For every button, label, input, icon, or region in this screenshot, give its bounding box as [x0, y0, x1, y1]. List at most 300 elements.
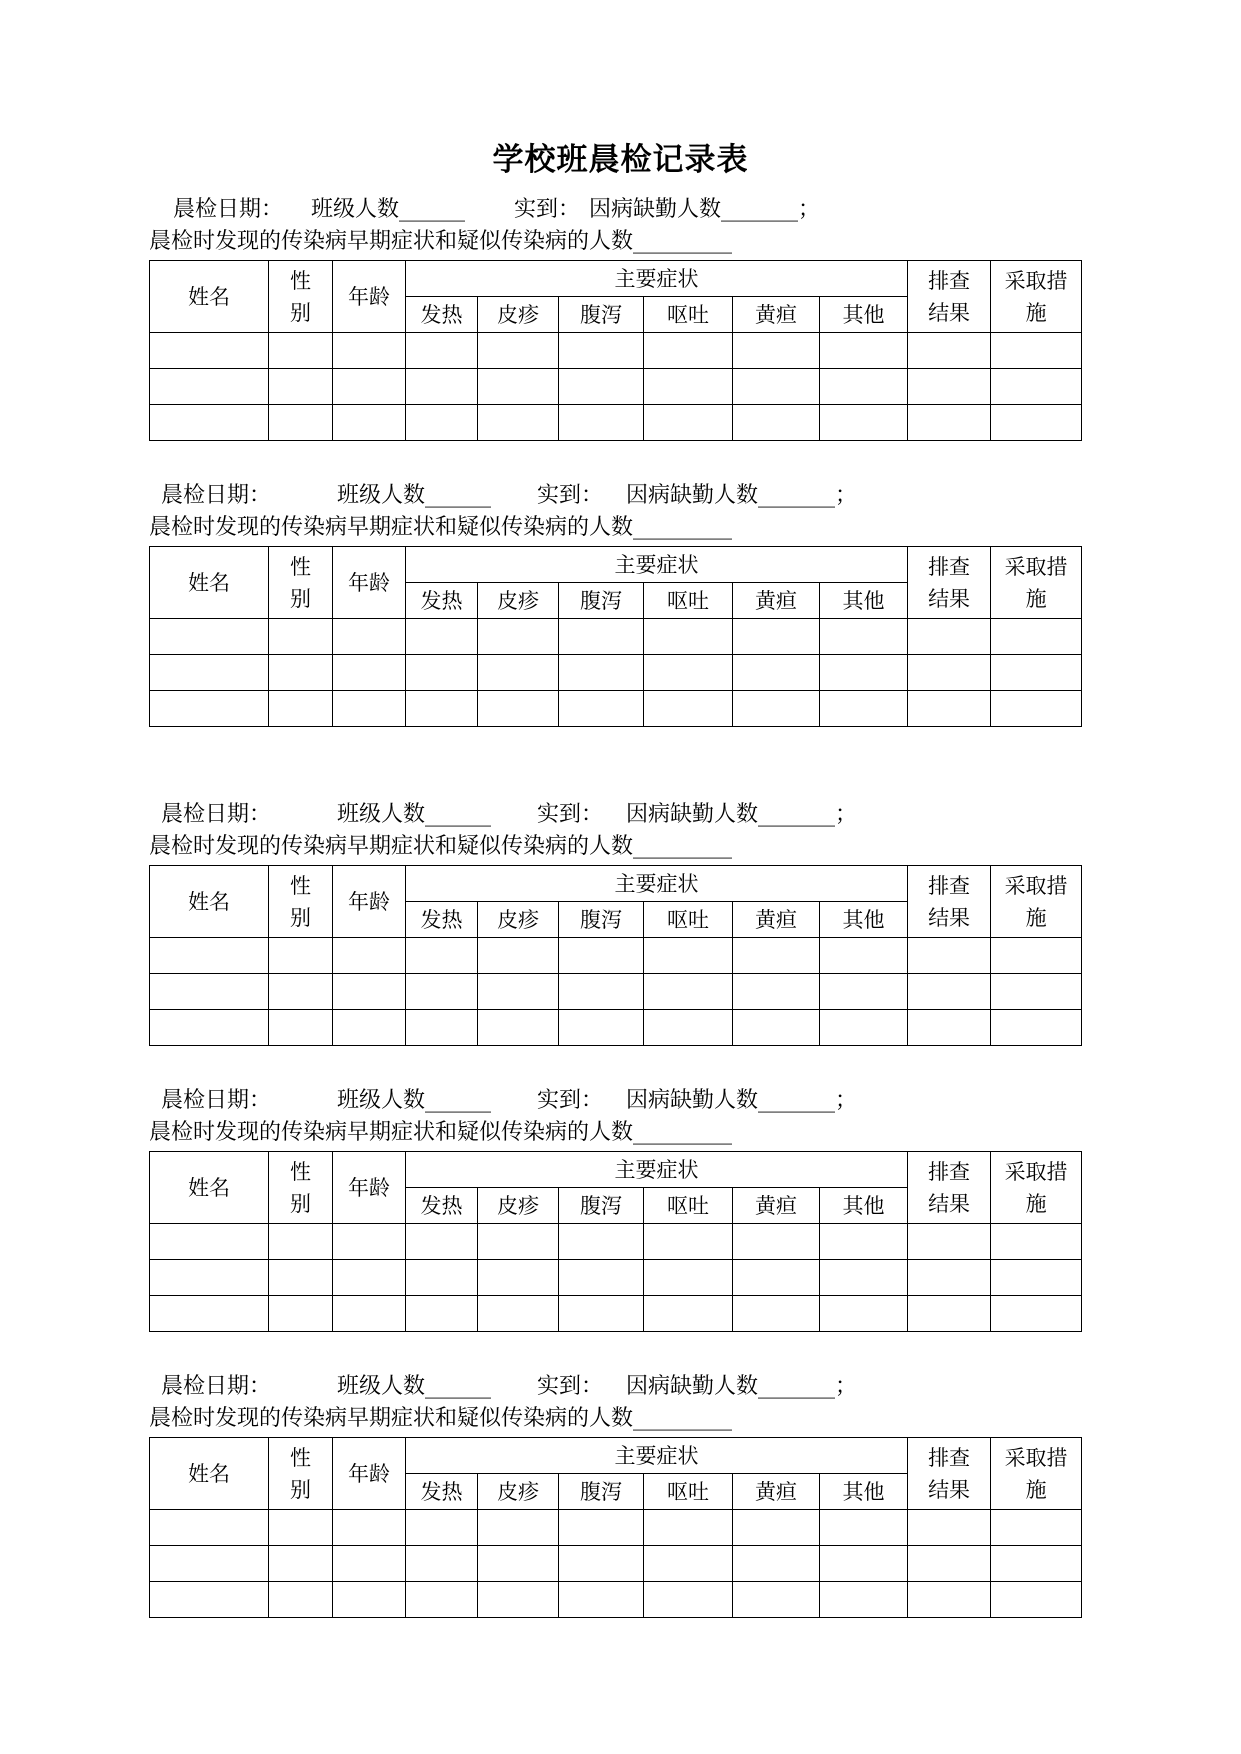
table-cell[interactable]: [644, 333, 733, 369]
table-cell[interactable]: [733, 1260, 820, 1296]
col-header-symptom: 皮疹: [478, 1188, 559, 1224]
col-header-symptom: 其他: [820, 297, 908, 333]
col-header-symptom: 其他: [820, 902, 908, 938]
table-cell[interactable]: [733, 1582, 820, 1618]
table-cell[interactable]: [733, 655, 820, 691]
table-cell[interactable]: [991, 1010, 1082, 1046]
col-header-symptom: 黄疸: [733, 297, 820, 333]
col-header-main-symptoms: 主要症状: [406, 261, 908, 297]
table-cell[interactable]: [559, 333, 644, 369]
col-header-measures-line-1: 采取措: [1004, 268, 1068, 293]
table-cell[interactable]: [150, 1224, 269, 1260]
table-cell[interactable]: [406, 1546, 478, 1582]
col-header-gender-line-2: 别: [290, 905, 311, 930]
table-cell[interactable]: [150, 619, 269, 655]
table-cell[interactable]: [733, 405, 820, 441]
inspection-date-label: 晨检日期：: [161, 483, 272, 508]
col-header-result-line-1: 排查: [928, 554, 971, 579]
col-header-symptom: 发热: [406, 1474, 478, 1510]
col-header-symptom: 腹泻: [559, 583, 644, 619]
table-cell[interactable]: [406, 691, 478, 727]
table-cell[interactable]: [644, 691, 733, 727]
table-cell[interactable]: [908, 369, 991, 405]
table-cell[interactable]: [908, 691, 991, 727]
table-cell[interactable]: [269, 369, 333, 405]
table-cell[interactable]: [406, 1510, 478, 1546]
table-cell[interactable]: [644, 1260, 733, 1296]
table-cell[interactable]: [333, 1010, 406, 1046]
class-count-field: 班级人数______: [337, 483, 492, 508]
class-count-field: 班级人数______: [337, 1374, 492, 1399]
table-cell[interactable]: [478, 1296, 559, 1332]
table-cell[interactable]: [559, 1260, 644, 1296]
inspection-date-label: 晨检日期：: [161, 1374, 272, 1399]
col-header-name: 姓名: [150, 1438, 269, 1510]
table-cell[interactable]: [733, 1224, 820, 1260]
sick-absence-field: 因病缺勤人数_______；: [626, 1374, 858, 1399]
col-header-symptom: 黄疸: [733, 583, 820, 619]
table-cell[interactable]: [150, 1582, 269, 1618]
table-cell[interactable]: [406, 974, 478, 1010]
col-header-result-line-2: 结果: [928, 1191, 971, 1216]
table-cell[interactable]: [644, 619, 733, 655]
table-cell[interactable]: [820, 1510, 908, 1546]
col-header-name: 姓名: [150, 261, 269, 333]
table-cell[interactable]: [908, 655, 991, 691]
header-row: [150, 547, 1082, 583]
col-header-symptom: 腹泻: [559, 297, 644, 333]
table-cell[interactable]: [333, 655, 406, 691]
col-header-measures: [991, 866, 1082, 938]
table-cell[interactable]: [150, 1296, 269, 1332]
col-header-gender: [269, 1152, 333, 1224]
suspected-cases-line: 晨检时发现的传染病早期症状和疑似传染病的人数_________: [149, 1406, 733, 1431]
morning-check-table: [149, 260, 1082, 441]
col-header-gender-line-2: 别: [290, 1191, 311, 1216]
col-header-gender-line-2: 别: [290, 300, 311, 325]
table-cell[interactable]: [150, 1546, 269, 1582]
table-cell[interactable]: [333, 1510, 406, 1546]
table-cell[interactable]: [733, 333, 820, 369]
page-title: 学校班晨检记录表: [492, 142, 749, 178]
table-cell[interactable]: [820, 938, 908, 974]
table-cell[interactable]: [559, 369, 644, 405]
table-cell[interactable]: [478, 655, 559, 691]
table-cell[interactable]: [559, 619, 644, 655]
table-cell[interactable]: [908, 619, 991, 655]
table-cell[interactable]: [644, 938, 733, 974]
table-cell[interactable]: [269, 1296, 333, 1332]
col-header-gender: [269, 547, 333, 619]
table-cell[interactable]: [820, 1224, 908, 1260]
table-cell[interactable]: [406, 369, 478, 405]
col-header-measures-line-1: 采取措: [1004, 554, 1068, 579]
actual-attendance-label: 实到：: [537, 483, 604, 508]
table-cell[interactable]: [644, 1296, 733, 1332]
table-cell[interactable]: [333, 1546, 406, 1582]
col-header-symptom: 腹泻: [559, 1474, 644, 1510]
table-cell[interactable]: [733, 1010, 820, 1046]
col-header-measures-line-2: 施: [1025, 905, 1047, 930]
col-header-symptom: 皮疹: [478, 297, 559, 333]
table-cell[interactable]: [478, 691, 559, 727]
col-header-measures: [991, 1438, 1082, 1510]
inspection-date-label: 晨检日期：: [173, 197, 284, 222]
table-row: [150, 655, 1082, 691]
table-cell[interactable]: [644, 1010, 733, 1046]
col-header-gender-line-1: 性: [290, 554, 311, 579]
table-cell[interactable]: [150, 938, 269, 974]
col-header-symptom: 其他: [820, 583, 908, 619]
table-cell[interactable]: [333, 1296, 406, 1332]
col-header-measures: [991, 1152, 1082, 1224]
table-cell[interactable]: [991, 1546, 1082, 1582]
table-cell[interactable]: [269, 1010, 333, 1046]
table-cell[interactable]: [269, 333, 333, 369]
header-row: [150, 866, 1082, 902]
table-cell[interactable]: [150, 1010, 269, 1046]
col-header-gender-line-1: 性: [290, 1445, 311, 1470]
table-cell[interactable]: [733, 619, 820, 655]
table-cell[interactable]: [406, 1296, 478, 1332]
table-cell[interactable]: [991, 655, 1082, 691]
table-cell[interactable]: [269, 405, 333, 441]
table-cell[interactable]: [820, 974, 908, 1010]
table-cell[interactable]: [733, 369, 820, 405]
table-cell[interactable]: [644, 1224, 733, 1260]
col-header-main-symptoms: 主要症状: [406, 547, 908, 583]
table-cell[interactable]: [820, 655, 908, 691]
inspection-date-label: 晨检日期：: [161, 1088, 272, 1113]
table-cell[interactable]: [908, 405, 991, 441]
table-cell[interactable]: [908, 333, 991, 369]
col-header-symptom: 呕吐: [644, 1188, 733, 1224]
table-cell[interactable]: [820, 1260, 908, 1296]
table-cell[interactable]: [991, 1224, 1082, 1260]
table-cell[interactable]: [991, 1260, 1082, 1296]
col-header-measures: [991, 547, 1082, 619]
info-line-1: [149, 196, 1081, 226]
table-cell[interactable]: [269, 1260, 333, 1296]
table-cell[interactable]: [908, 974, 991, 1010]
table-cell[interactable]: [644, 369, 733, 405]
table-cell[interactable]: [908, 1224, 991, 1260]
class-count-field: 班级人数______: [337, 1088, 492, 1113]
table-cell[interactable]: [991, 938, 1082, 974]
info-line-1: [149, 482, 1081, 512]
col-header-age: 年龄: [333, 866, 406, 938]
table-cell[interactable]: [820, 405, 908, 441]
col-header-age: 年龄: [333, 1152, 406, 1224]
col-header-result-line-1: 排查: [928, 1159, 971, 1184]
table-cell[interactable]: [333, 1260, 406, 1296]
col-header-measures: [991, 261, 1082, 333]
col-header-result: [908, 1152, 991, 1224]
col-header-name: 姓名: [150, 866, 269, 938]
table-cell[interactable]: [478, 1260, 559, 1296]
table-cell[interactable]: [559, 1010, 644, 1046]
table-cell[interactable]: [559, 1510, 644, 1546]
table-cell[interactable]: [733, 938, 820, 974]
table-cell[interactable]: [150, 1260, 269, 1296]
table-cell[interactable]: [644, 1510, 733, 1546]
table-cell[interactable]: [559, 691, 644, 727]
table-cell[interactable]: [269, 1510, 333, 1546]
col-header-symptom: 其他: [820, 1188, 908, 1224]
table-cell[interactable]: [150, 1510, 269, 1546]
table-cell[interactable]: [991, 619, 1082, 655]
col-header-symptom: 黄疸: [733, 902, 820, 938]
class-count-field: 班级人数______: [311, 197, 466, 222]
table-cell[interactable]: [269, 691, 333, 727]
col-header-result-line-1: 排查: [928, 1445, 971, 1470]
table-row: [150, 1510, 1082, 1546]
col-header-symptom: 呕吐: [644, 902, 733, 938]
table-cell[interactable]: [908, 1260, 991, 1296]
sick-absence-field: 因病缺勤人数_______；: [626, 802, 858, 827]
table-cell[interactable]: [644, 1546, 733, 1582]
table-cell[interactable]: [733, 1546, 820, 1582]
table-cell[interactable]: [991, 1296, 1082, 1332]
col-header-measures-line-2: 施: [1025, 300, 1047, 325]
col-header-gender-line-1: 性: [290, 873, 311, 898]
col-header-result-line-2: 结果: [928, 1477, 971, 1502]
table-cell[interactable]: [908, 1510, 991, 1546]
table-cell[interactable]: [908, 1010, 991, 1046]
table-cell[interactable]: [820, 691, 908, 727]
actual-attendance-label: 实到：: [537, 1374, 604, 1399]
table-cell[interactable]: [991, 1582, 1082, 1618]
col-header-measures-line-2: 施: [1025, 1191, 1047, 1216]
table-cell[interactable]: [991, 333, 1082, 369]
col-header-symptom: 其他: [820, 1474, 908, 1510]
table-cell[interactable]: [908, 1296, 991, 1332]
table-cell[interactable]: [991, 974, 1082, 1010]
table-cell[interactable]: [644, 974, 733, 1010]
table-cell[interactable]: [269, 974, 333, 1010]
col-header-result: [908, 547, 991, 619]
table-cell[interactable]: [333, 691, 406, 727]
table-cell[interactable]: [559, 974, 644, 1010]
table-cell[interactable]: [820, 619, 908, 655]
table-row: [150, 974, 1082, 1010]
col-header-gender-line-2: 别: [290, 586, 311, 611]
col-header-age: 年龄: [333, 1438, 406, 1510]
table-cell[interactable]: [333, 1224, 406, 1260]
table-cell[interactable]: [406, 1010, 478, 1046]
table-cell[interactable]: [559, 1546, 644, 1582]
table-cell[interactable]: [406, 333, 478, 369]
col-header-symptom: 腹泻: [559, 1188, 644, 1224]
table-cell[interactable]: [406, 405, 478, 441]
table-cell[interactable]: [150, 369, 269, 405]
table-cell[interactable]: [333, 405, 406, 441]
suspected-cases-line: 晨检时发现的传染病早期症状和疑似传染病的人数_________: [149, 1120, 733, 1145]
table-cell[interactable]: [150, 691, 269, 727]
table-cell[interactable]: [150, 655, 269, 691]
col-header-symptom: 发热: [406, 902, 478, 938]
table-cell[interactable]: [478, 1510, 559, 1546]
table-cell[interactable]: [991, 405, 1082, 441]
table-row: [150, 1224, 1082, 1260]
table-cell[interactable]: [991, 1510, 1082, 1546]
info-line-1: [149, 1373, 1081, 1403]
table-cell[interactable]: [644, 655, 733, 691]
table-cell[interactable]: [478, 333, 559, 369]
table-cell[interactable]: [908, 938, 991, 974]
morning-check-table: [149, 546, 1082, 727]
table-cell[interactable]: [908, 1546, 991, 1582]
table-row: [150, 619, 1082, 655]
table-cell[interactable]: [406, 655, 478, 691]
actual-attendance-label: 实到：: [537, 1088, 604, 1113]
table-cell[interactable]: [644, 1582, 733, 1618]
col-header-main-symptoms: 主要症状: [406, 1152, 908, 1188]
col-header-symptom: 发热: [406, 583, 478, 619]
table-cell[interactable]: [406, 619, 478, 655]
col-header-symptom: 黄疸: [733, 1188, 820, 1224]
table-cell[interactable]: [333, 1582, 406, 1618]
table-cell[interactable]: [269, 655, 333, 691]
table-cell[interactable]: [333, 369, 406, 405]
col-header-result: [908, 261, 991, 333]
table-cell[interactable]: [478, 1582, 559, 1618]
col-header-result-line-1: 排查: [928, 268, 971, 293]
info-line-1: [149, 1087, 1081, 1117]
morning-check-table: [149, 1151, 1082, 1332]
table-row: [150, 938, 1082, 974]
table-cell[interactable]: [820, 1010, 908, 1046]
table-row: [150, 1582, 1082, 1618]
table-cell[interactable]: [559, 1582, 644, 1618]
col-header-symptom: 腹泻: [559, 902, 644, 938]
col-header-gender-line-1: 性: [290, 1159, 311, 1184]
table-cell[interactable]: [406, 1582, 478, 1618]
table-cell[interactable]: [733, 1510, 820, 1546]
col-header-gender-line-1: 性: [290, 268, 311, 293]
col-header-symptom: 黄疸: [733, 1474, 820, 1510]
header-row: [150, 1152, 1082, 1188]
table-cell[interactable]: [478, 938, 559, 974]
table-cell[interactable]: [559, 405, 644, 441]
table-cell[interactable]: [478, 1224, 559, 1260]
table-cell[interactable]: [478, 1546, 559, 1582]
col-header-result-line-2: 结果: [928, 300, 971, 325]
table-row: [150, 1546, 1082, 1582]
suspected-cases-line: 晨检时发现的传染病早期症状和疑似传染病的人数_________: [149, 834, 733, 859]
table-cell[interactable]: [478, 369, 559, 405]
table-row: [150, 1296, 1082, 1332]
col-header-measures-line-2: 施: [1025, 586, 1047, 611]
table-row: [150, 1010, 1082, 1046]
table-cell[interactable]: [333, 974, 406, 1010]
col-header-main-symptoms: 主要症状: [406, 866, 908, 902]
table-cell[interactable]: [820, 1582, 908, 1618]
col-header-measures-line-1: 采取措: [1004, 1159, 1068, 1184]
table-cell[interactable]: [908, 1582, 991, 1618]
col-header-age: 年龄: [333, 261, 406, 333]
table-cell[interactable]: [820, 1296, 908, 1332]
actual-attendance-label: 实到：: [537, 802, 604, 827]
col-header-symptom: 皮疹: [478, 1474, 559, 1510]
table-cell[interactable]: [991, 691, 1082, 727]
table-cell[interactable]: [820, 1546, 908, 1582]
col-header-name: 姓名: [150, 547, 269, 619]
table-cell[interactable]: [559, 938, 644, 974]
class-count-field: 班级人数______: [337, 802, 492, 827]
col-header-symptom: 呕吐: [644, 583, 733, 619]
table-cell[interactable]: [559, 655, 644, 691]
col-header-symptom: 发热: [406, 297, 478, 333]
col-header-symptom: 皮疹: [478, 902, 559, 938]
col-header-gender-line-2: 别: [290, 1477, 311, 1502]
table-cell[interactable]: [269, 1582, 333, 1618]
table-cell[interactable]: [406, 1260, 478, 1296]
table-cell[interactable]: [269, 619, 333, 655]
table-cell[interactable]: [269, 1224, 333, 1260]
col-header-symptom: 皮疹: [478, 583, 559, 619]
table-cell[interactable]: [478, 619, 559, 655]
table-cell[interactable]: [820, 333, 908, 369]
table-row: [150, 691, 1082, 727]
col-header-gender: [269, 866, 333, 938]
col-header-main-symptoms: 主要症状: [406, 1438, 908, 1474]
col-header-age: 年龄: [333, 547, 406, 619]
table-cell[interactable]: [406, 1224, 478, 1260]
col-header-result-line-2: 结果: [928, 905, 971, 930]
header-row: [150, 1438, 1082, 1474]
table-cell[interactable]: [269, 938, 333, 974]
table-cell[interactable]: [333, 333, 406, 369]
table-cell[interactable]: [333, 619, 406, 655]
table-row: [150, 1260, 1082, 1296]
table-cell[interactable]: [559, 1224, 644, 1260]
sick-absence-field: 因病缺勤人数_______；: [589, 197, 821, 222]
table-row: [150, 369, 1082, 405]
table-cell[interactable]: [478, 1010, 559, 1046]
col-header-measures-line-1: 采取措: [1004, 873, 1068, 898]
table-cell[interactable]: [333, 938, 406, 974]
table-cell[interactable]: [644, 405, 733, 441]
table-row: [150, 333, 1082, 369]
table-cell[interactable]: [150, 974, 269, 1010]
table-cell[interactable]: [150, 405, 269, 441]
table-cell[interactable]: [478, 405, 559, 441]
table-cell[interactable]: [150, 333, 269, 369]
inspection-date-label: 晨检日期：: [161, 802, 272, 827]
col-header-symptom: 发热: [406, 1188, 478, 1224]
table-cell[interactable]: [478, 974, 559, 1010]
suspected-cases-line: 晨检时发现的传染病早期症状和疑似传染病的人数_________: [149, 515, 733, 540]
col-header-gender: [269, 261, 333, 333]
col-header-symptom: 呕吐: [644, 297, 733, 333]
table-cell[interactable]: [406, 938, 478, 974]
table-cell[interactable]: [559, 1296, 644, 1332]
table-cell[interactable]: [733, 691, 820, 727]
col-header-measures-line-1: 采取措: [1004, 1445, 1068, 1470]
header-row: [150, 261, 1082, 297]
suspected-cases-line: 晨检时发现的传染病早期症状和疑似传染病的人数_________: [149, 229, 733, 254]
table-cell[interactable]: [269, 1546, 333, 1582]
table-cell[interactable]: [733, 1296, 820, 1332]
table-cell[interactable]: [733, 974, 820, 1010]
table-cell[interactable]: [991, 369, 1082, 405]
table-cell[interactable]: [820, 369, 908, 405]
col-header-result: [908, 1438, 991, 1510]
morning-check-table: [149, 1437, 1082, 1618]
col-header-name: 姓名: [150, 1152, 269, 1224]
morning-check-table: [149, 865, 1082, 1046]
